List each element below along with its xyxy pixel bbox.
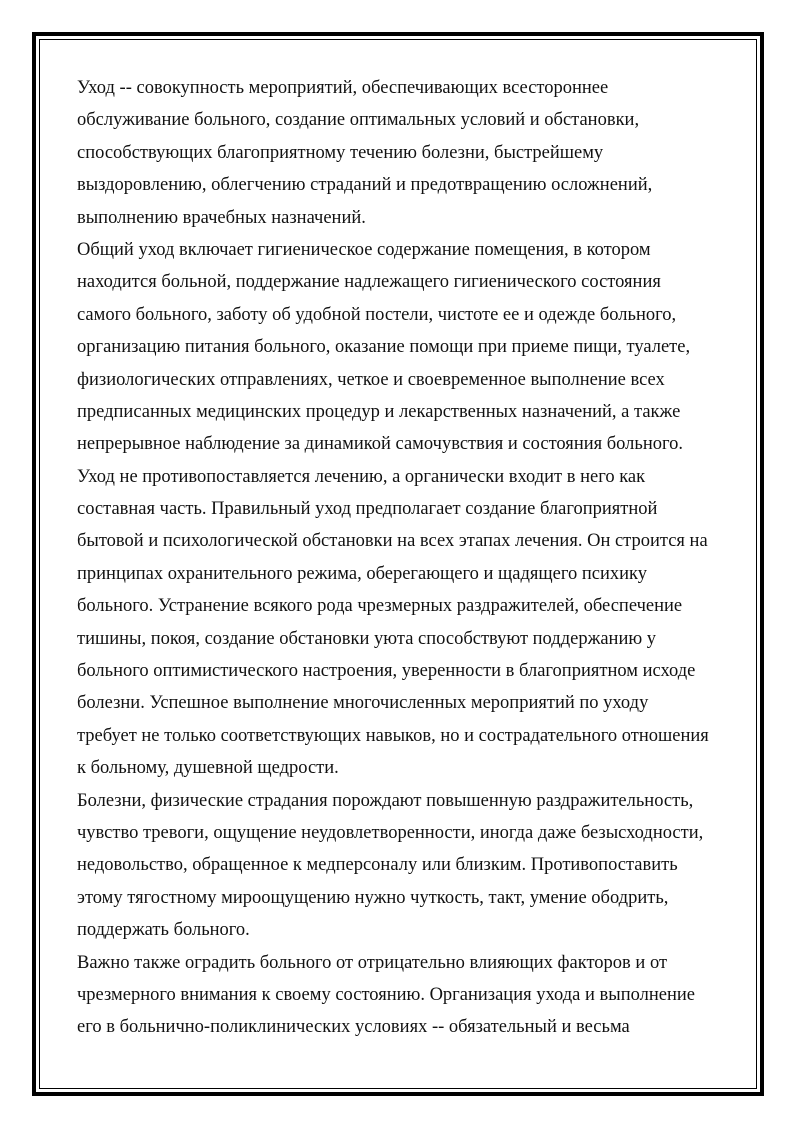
text-line: Важно также оградить больного от отрицательно влияющих факторов и от <box>77 952 668 973</box>
text-line: обслуживание больного, создание оптимальных условий и обстановки, <box>77 110 640 131</box>
text-line: находится больной, поддержание надлежащего гигиенического состояния <box>77 272 661 293</box>
text-line: Уход -- совокупность мероприятий, обеспечивающих всестороннее <box>77 78 609 98</box>
text-line: тишины, покоя, создание обстановки уюта способствуют поддержанию у <box>77 628 657 649</box>
text-line: выздоровлению, облегчению страданий и предотвращению осложнений, <box>77 175 653 196</box>
text-line: чувство тревоги, ощущение неудовлетворенности, иногда даже безысходности, <box>77 822 704 843</box>
text-line: выполнению врачебных назначений. <box>77 207 366 228</box>
text-line: предписанных медицинских процедур и лекарственных назначений, а также <box>77 401 681 422</box>
text-line: его в больнично-поликлинических условиях -- обязательный и весьма <box>77 1017 630 1038</box>
text-line: больного. Устранение всякого рода чрезмерных раздражителей, обеспечение <box>77 596 683 617</box>
text-line: непрерывное наблюдение за динамикой самочувствия и состояния больного. <box>77 434 683 455</box>
text-line: Уход не противопоставляется лечению, а органически входит в него как <box>77 466 646 487</box>
text-line: составная часть. Правильный уход предполагает создание благоприятной <box>77 499 658 520</box>
text-line: физиологических отправлениях, четкое и своевременное выполнение всех <box>77 369 665 390</box>
text-line: бытовой и психологической обстановки на всех этапах лечения. Он строится на <box>77 531 708 552</box>
text-line: к больному, душевной щедрости. <box>77 758 339 779</box>
text-line: чрезмерного внимания к своему состоянию. Организация ухода и выполнение <box>77 984 695 1005</box>
text-line: Общий уход включает гигиеническое содержание помещения, в котором <box>77 239 651 260</box>
text-line: этому тягостному мироощущению нужно чуткость, такт, умение ободрить, <box>77 887 669 908</box>
text-line: болезни. Успешное выполнение многочисленных мероприятий по уходу <box>77 693 649 714</box>
text-line: недовольство, обращенное к медперсоналу или близким. Противопоставить <box>77 855 678 876</box>
text-line: принципах охранительного режима, оберегающего и щадящего психику <box>77 563 648 584</box>
text-line: больного оптимистического настроения, уверенности в благоприятном исходе <box>77 661 696 682</box>
text-line: поддержать больного. <box>77 920 250 941</box>
text-line: организацию питания больного, оказание помощи при приеме пищи, туалете, <box>77 337 691 358</box>
text-line: способствующих благоприятному течению болезни, быстрейшему <box>77 142 604 163</box>
text-line: Болезни, физические страдания порождают повышенную раздражительность, <box>77 790 694 811</box>
document-body-text <box>77 72 737 1044</box>
text-line: требует не только соответствующих навыков, но и сострадательного отношения <box>77 725 709 746</box>
text-line: самого больного, заботу об удобной постели, чистоте ее и одежде больного, <box>77 304 677 325</box>
